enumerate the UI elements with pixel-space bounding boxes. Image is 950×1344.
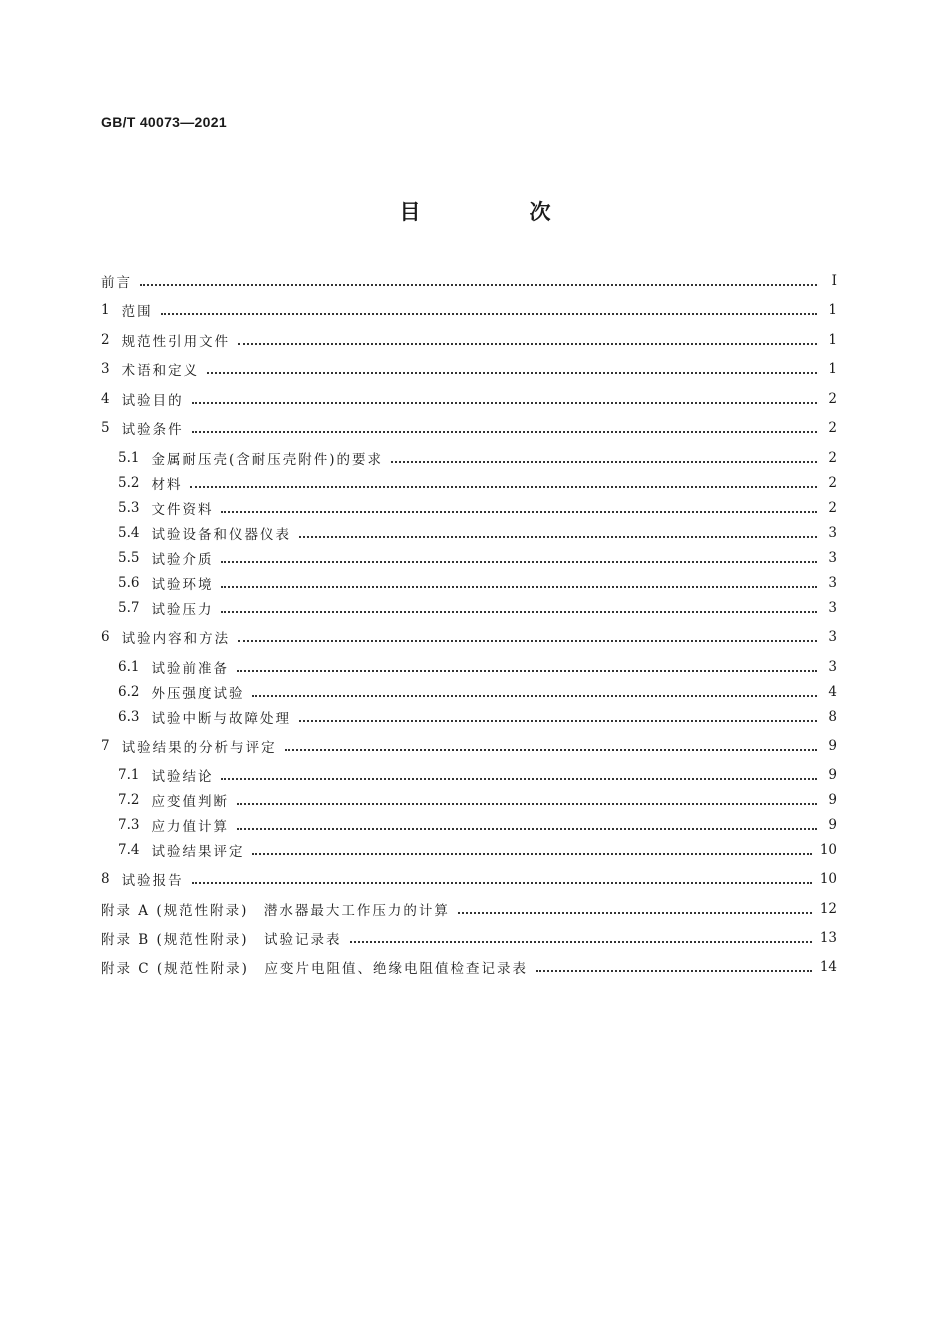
toc-entry[interactable] [101, 868, 837, 890]
toc-entry-label: 试验介质 [151, 552, 214, 568]
toc-entry-label: 试验结果评定 [151, 844, 245, 860]
toc-entry-label: 文件资料 [151, 502, 214, 518]
toc-entry-page: 12 [819, 901, 837, 917]
toc-entry-page: 3 [828, 550, 837, 566]
dot-leader [237, 827, 817, 830]
dot-leader [299, 535, 817, 538]
toc-entry-number: 6.2 [118, 684, 140, 700]
toc-entry[interactable] [101, 329, 837, 351]
dot-leader [192, 430, 817, 433]
toc-entry[interactable] [101, 417, 837, 439]
toc-entry-number: 6.3 [118, 709, 140, 725]
toc-entry[interactable] [118, 656, 837, 678]
toc-entry-page: 2 [828, 391, 837, 407]
toc-entry[interactable] [118, 497, 837, 519]
dot-leader [161, 312, 817, 315]
toc-entry-number: 7.1 [118, 767, 140, 783]
toc-entry-label: 试验结果的分析与评定 [121, 740, 277, 756]
toc-entry-label: 附录 C (规范性附录) 应变片电阻值、绝缘电阻值检查记录表 [101, 961, 528, 977]
toc-entry-page: 1 [828, 361, 837, 377]
toc-entry-number: 2 [101, 332, 110, 348]
toc-entry-page: 13 [819, 930, 837, 946]
toc-entry-label: 材料 [151, 477, 183, 493]
toc-entry[interactable] [118, 681, 837, 703]
toc-entry-label: 应变值判断 [151, 794, 229, 810]
toc-entry[interactable] [101, 927, 837, 949]
toc-entry-number: 5.7 [118, 600, 140, 616]
toc-entry-label: 试验中断与故障处理 [151, 711, 291, 727]
toc-entry-page: 3 [828, 629, 837, 645]
dot-leader [221, 510, 817, 513]
dot-leader [140, 283, 817, 286]
toc-entry-number: 5.3 [118, 500, 140, 516]
toc-entry-page: 9 [828, 738, 837, 754]
toc-entry-page: 10 [819, 842, 837, 858]
toc-entry-page: 9 [828, 792, 837, 808]
toc-entry-number: 6.1 [118, 659, 140, 675]
toc-entry-number: 7.2 [118, 792, 140, 808]
dot-leader [252, 852, 811, 855]
toc-entry-number: 5.4 [118, 525, 140, 541]
toc-entry[interactable] [118, 447, 837, 469]
dot-leader [192, 881, 812, 884]
dot-leader [207, 371, 817, 374]
toc-entry[interactable] [118, 572, 837, 594]
toc-entry[interactable] [118, 839, 837, 861]
standard-code: GB/T 40073—2021 [101, 114, 227, 130]
toc-entry-number: 8 [101, 871, 110, 887]
toc-entry-label: 附录 A (规范性附录) 潜水器最大工作压力的计算 [101, 903, 450, 919]
toc-entry-page: 3 [828, 575, 837, 591]
toc-entry[interactable] [101, 270, 837, 292]
dot-leader [458, 911, 812, 914]
toc-entry-page: Ⅰ [831, 273, 837, 289]
toc-entry[interactable] [101, 358, 837, 380]
toc-entry-number: 1 [101, 302, 110, 318]
toc-entry[interactable] [101, 299, 837, 321]
dot-leader [285, 748, 817, 751]
toc-entry-page: 9 [828, 767, 837, 783]
toc-entry-page: 10 [819, 871, 837, 887]
page-title: 目 次 [399, 200, 595, 224]
dot-leader [221, 560, 817, 563]
toc-entry-page: 2 [828, 475, 837, 491]
toc-entry-label: 试验报告 [121, 873, 184, 889]
dot-leader [221, 585, 817, 588]
toc-entry[interactable] [118, 597, 837, 619]
dot-leader [350, 940, 812, 943]
toc-entry[interactable] [118, 814, 837, 836]
toc-entry-number: 3 [101, 361, 110, 377]
toc-entry-label: 试验结论 [151, 769, 214, 785]
dot-leader [252, 694, 817, 697]
toc-entry-page: 3 [828, 659, 837, 675]
dot-leader [299, 719, 817, 722]
dot-leader [192, 401, 817, 404]
toc-entry[interactable] [118, 706, 837, 728]
toc-entry-number: 7 [101, 738, 110, 754]
dot-leader [238, 639, 817, 642]
toc-entry-label: 外压强度试验 [151, 686, 245, 702]
toc-entry-label: 试验压力 [151, 602, 214, 618]
toc-entry-number: 5.6 [118, 575, 140, 591]
toc-entry[interactable] [101, 388, 837, 410]
toc-entry-page: 1 [828, 302, 837, 318]
toc-entry-page: 14 [819, 959, 837, 975]
toc-entry-label: 试验设备和仪器仪表 [151, 527, 291, 543]
toc-entry-label: 范围 [121, 304, 153, 320]
toc-entry-label: 试验前准备 [151, 661, 229, 677]
dot-leader [221, 610, 817, 613]
toc-entry-label: 金属耐压壳(含耐压壳附件)的要求 [151, 452, 384, 468]
dot-leader [391, 460, 817, 463]
toc-entry-number: 5.2 [118, 475, 140, 491]
toc-entry-number: 6 [101, 629, 110, 645]
toc-entry[interactable] [118, 522, 837, 544]
toc-entry-page: 2 [828, 500, 837, 516]
toc-entry-number: 7.3 [118, 817, 140, 833]
dot-leader [536, 969, 812, 972]
toc-entry-number: 7.4 [118, 842, 140, 858]
dot-leader [221, 777, 817, 780]
toc-entry-page: 3 [828, 525, 837, 541]
toc-entry-number: 5.5 [118, 550, 140, 566]
toc-entry[interactable] [118, 764, 837, 786]
toc-entry-number: 4 [101, 391, 110, 407]
toc-entry-number: 5.1 [118, 450, 140, 466]
toc-entry-label: 前言 [101, 275, 132, 291]
toc-entry[interactable] [118, 789, 837, 811]
toc-entry-page: 8 [828, 709, 837, 725]
toc-entry-label: 试验条件 [121, 422, 184, 438]
toc-entry[interactable] [101, 956, 837, 978]
toc-entry-label: 附录 B (规范性附录) 试验记录表 [101, 932, 342, 948]
toc-entry[interactable] [118, 472, 837, 494]
dot-leader [237, 802, 817, 805]
toc-entry[interactable] [101, 735, 837, 757]
dot-leader [190, 485, 817, 488]
dot-leader [237, 669, 817, 672]
toc-entry-label: 规范性引用文件 [121, 334, 231, 350]
toc-entry[interactable] [101, 898, 837, 920]
toc-entry-page: 9 [828, 817, 837, 833]
toc-entry[interactable] [118, 547, 837, 569]
toc-entry[interactable] [101, 626, 837, 648]
toc-entry-number: 5 [101, 420, 110, 436]
toc-entry-page: 2 [828, 420, 837, 436]
toc-entry-page: 2 [828, 450, 837, 466]
toc-entry-page: 3 [828, 600, 837, 616]
toc-entry-label: 术语和定义 [121, 363, 200, 379]
toc-entry-label: 试验目的 [121, 393, 184, 409]
toc-entry-label: 试验环境 [151, 577, 214, 593]
toc-entry-page: 1 [828, 332, 837, 348]
toc-entry-page: 4 [828, 684, 837, 700]
dot-leader [238, 342, 817, 345]
toc-entry-label: 应力值计算 [151, 819, 229, 835]
toc-entry-label: 试验内容和方法 [121, 631, 231, 647]
